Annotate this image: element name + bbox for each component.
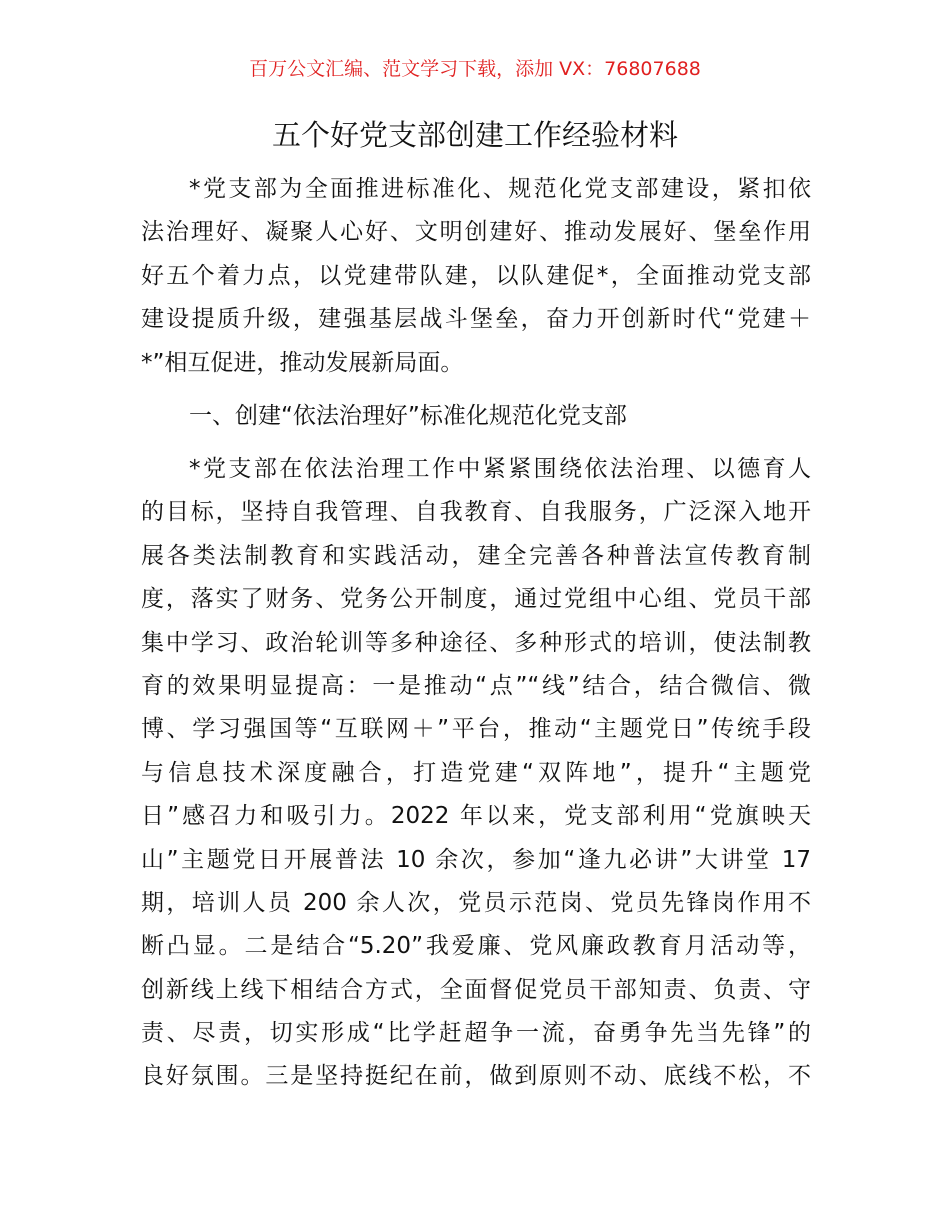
paragraph-line: 度，落实了财务、党务公开制度，通过党组中心组、党员干部 [141,586,811,613]
section-heading-text: 一、创建“依法治理好”标准化规范化党支部 [189,403,627,429]
paragraph-line: 集中学习、政治轮训等多种途径、多种形式的培训，使法制教 [141,629,811,656]
intro-paragraph [141,168,811,385]
paragraph-line: 日”感召力和吸引力。2022 年以来，党支部利用“党旗映天 [141,803,811,830]
paragraph-line: 创新线上线下相结合方式，全面督促党员干部知责、负责、守 [141,976,811,1003]
document-title: 五个好党支部创建工作经验材料 [271,118,678,152]
paragraph-line: 博、学习强国等“互联网＋”平台，推动“主题党日”传统手段 [141,716,811,743]
paragraph-line: 断凸显。二是结合“5.20”我爱廉、党风廉政教育月活动等， [141,933,811,960]
paragraph-line: 展各类法制教育和实践活动，建全完善各种普法宣传教育制 [141,542,811,569]
paragraph-line: 期，培训人员 200 余人次，党员示范岗、党员先锋岗作用不 [141,889,811,916]
paragraph-line: 育的效果明显提高：一是推动“点”“线”结合，结合微信、微 [141,672,811,699]
section-paragraph [141,448,811,1099]
paragraph-line: 法治理好、凝聚人心好、文明创建好、推动发展好、堡垒作用 [141,219,811,246]
paragraph-line: *”相互促进，推动发展新局面。 [141,349,464,376]
paragraph-line: *党支部为全面推进标准化、规范化党支部建设，紧扣依 [189,176,811,202]
paragraph-line: 良好氛围。三是坚持挺纪在前，做到原则不动、底线不松，不 [141,1063,811,1090]
paragraph-line: *党支部在依法治理工作中紧紧围绕依法治理、以德育人 [189,456,811,482]
paragraph-line: 与信息技术深度融合，打造党建“双阵地”，提升“主题党 [141,759,811,786]
paragraph-line: 责、尽责，切实形成“比学赶超争一流，奋勇争先当先锋”的 [141,1020,811,1047]
paragraph-line: 山”主题党日开展普法 10 余次，参加“逢九必讲”大讲堂 17 [141,846,811,873]
paragraph-line: 建设提质升级，建强基层战斗堡垒，奋力开创新时代“党建＋ [141,306,811,333]
section-heading [141,395,811,438]
paragraph-line: 的目标，坚持自我管理、自我教育、自我服务，广泛深入地开 [141,499,811,526]
watermark-header: 百万公文汇编、范文学习下载，添加 VX：76807688 [249,58,701,80]
paragraph-line: 好五个着力点，以党建带队建，以队建促*，全面推动党支部 [141,262,811,289]
